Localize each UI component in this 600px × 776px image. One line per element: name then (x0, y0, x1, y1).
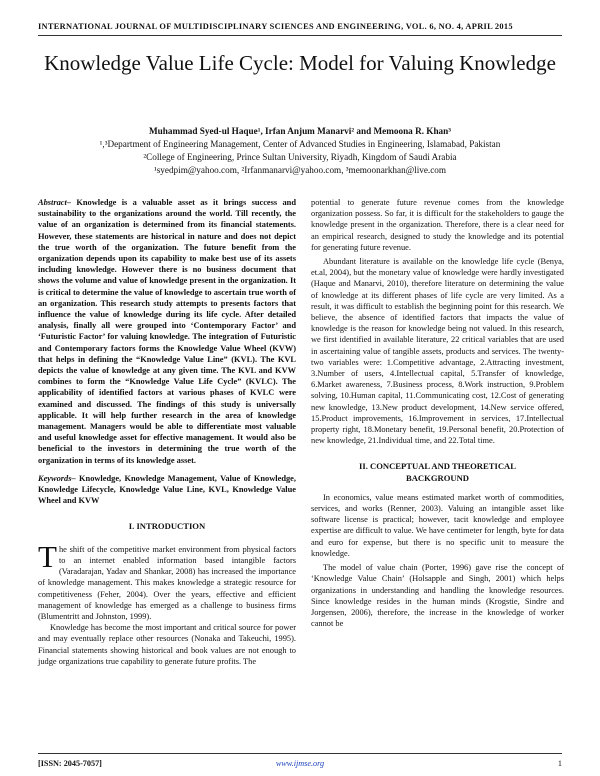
right-paragraph-2: Abundant literature is available on the knowledge life cycle (Benya, et.al, 2004), but the monetary value of knowledge were hardly investigated (Haque and Manarvi, 2010), therefore literature on determining the value of knowledge at its different phases of life cycle are very limited. As a result, it was difficult to establish the beginning point for this research. We believe, the absence of identified factors that impacts the value of knowledge is the reason for knowledge being not valued. In this research, we first identified in available literature, 22 critical variables that are used in ascertaining value of tangible assets, products and services. The twenty-two variables were: 1.Competitive advantage, 2.Attracting investment, 3.Number of users, 4.Intellectual capital, 5.Transfer of knowledge, 6.Market awareness, 7.Business process, 8.Work instruction, 9.Problem solving, 10.Human capital, 11.Communicating cost, 12.Cost of generating new knowledge, 13.New product development, 14.New service offered, 15.Product improvements, 16.Improvement in services, 17.Intellectual property right, 18.Monetary benefit, 19.Personal benefit, 20.Protection of new knowledge, 21.Individual time, and 22.Total time. (311, 257, 564, 446)
header-rule (38, 35, 562, 36)
right-column (311, 197, 564, 629)
paper-title: Knowledge Value Life Cycle: Model for Valuing Knowledge (44, 51, 556, 75)
footer-url-link[interactable]: www.ijmse.org (275, 759, 325, 768)
section-heading-background-line2: BACKGROUND (405, 472, 470, 483)
author-emails: ¹syedpim@yahoo.com, ²Irfanmanarvi@yahoo.com, ³memoonarkhan@live.com (153, 165, 447, 175)
drop-cap: T (38, 538, 57, 574)
abstract-label: Abstract– (38, 198, 72, 207)
footer-rule (38, 753, 562, 754)
affiliation-2: ²College of Engineering, Prince Sultan University, Riyadh, Kingdom of Saudi Arabia (143, 152, 457, 162)
abstract-text: Knowledge is a valuable asset as it brings success and sustainability to the organizations around the world. Till recently, the value of an organization is determined from its financial statements. However, these statements are historical in nature and does not depict the true worth of the organization. The future benefit from the organization depends upon its capability to make best use of its assets including knowledge. However there is no business document that shows the volume and value of knowledge present in the organization. It is critical to determine the value of knowledge to ascertain true worth of an organization. This research study attempts to presents factors that influence the value of knowledge during its life cycle. After detailed analysis, finally all were grouped into ‘Contemporary Factor’ and ‘Futuristic Factor’ for valuing knowledge. The integration of Futuristic and Contemporary factors forms the Knowledge Value Wheel (KVW) that helps in defining the “Knowledge Value Line” (KVL). The KVL depicts the value of knowledge at any given time. The KVL and KVW combines to form the “Knowledge Value Life Cycle” (KVLC). The applicability of identified factors at various phases of KVLC were examined and discussed. The findings of this study is universally applicable. It will help further research in the area of knowledge management. Managers would be able to differentiate most valuable and useful knowledge asset for effective management. It would also be beneficial to the investors in determining the true worth of the organization in terms of its knowledge asset. (38, 198, 296, 465)
author-list: Muhammad Syed-ul Haque¹, Irfan Anjum Manarvi² and Memoona R. Khan³ (148, 126, 452, 136)
section-heading-introduction: I. INTRODUCTION (128, 521, 206, 532)
left-column (38, 197, 296, 667)
page-number: 1 (557, 759, 562, 768)
intro-paragraph-2: Knowledge has become the most important and critical source for power and may eventually replace other resources (Nonaka and Takeuchi, 1995). Financial statements showing historical and book values are not enough to judge organizations true capability to generate future profits. The (38, 623, 296, 666)
keywords (38, 473, 296, 507)
abstract (38, 197, 296, 466)
background-paragraph-1: In economics, value means estimated market worth of commodities, services, and works (Renner, 2003). Valuing an intangible asset like software license is practical; however, tacit knowledge and employee expertise are difficult to value. We have centimeter for length, byte for data and euro for expense, but there is no specific unit to measure the knowledge. (311, 492, 564, 558)
intro-paragraph-1 (38, 538, 296, 622)
affiliation-1: ¹,³Department of Engineering Management, Center of Advanced Studies in Engineering, Islamabad, Pakistan (99, 139, 501, 149)
keywords-text: Knowledge, Knowledge Management, Value of Knowledge, Knowledge Lifecycle, Knowledge Value Line, KVL, Knowledge Value Wheel and KVW (38, 473, 296, 506)
section-heading-background: II. CONCEPTUAL AND THEORETICAL (359, 461, 516, 472)
footer-issn: [ISSN: 2045-7057] (38, 759, 102, 768)
intro-paragraph-1-text: he shift of the competitive market environment from physical factors to an internet enabled information based intangible factors (Varadarajan, Yadav and Shankar, 2008) has increased the importance of knowledge management. This makes knowledge a strategic resource for competitiveness (Feher, 2004). Over the years, effective and efficient management of knowledge has emerged as a challenge to business firms (Blumentritt and Johnston, 1999). (38, 544, 296, 621)
running-header: INTERNATIONAL JOURNAL OF MULTIDISCIPLINARY SCIENCES AND ENGINEERING, VOL. 6, NO. 4, APRIL 2015 (38, 22, 513, 31)
keywords-label: Keywords– (38, 473, 76, 483)
background-paragraph-2: The model of value chain (Porter, 1996) gave rise the concept of ‘Knowledge Value Chain’ (Holsapple and Singh, 2001) which helps organizations in understanding and handling the knowledge resources. Since knowledge resides in the human minds (Krogstie, Sindre and Jorgensen, 2006), therefore, the increase in the knowledge of worker cannot be (311, 563, 564, 629)
right-paragraph-1: potential to generate future revenue comes from the knowledge organization possess. So far, it is difficult for the stakeholders to gauge the knowledge present in the organization. Therefore, there is a clear need for an empirical research, designed to study the knowledge and its potential for generating future revenue. (311, 198, 564, 252)
